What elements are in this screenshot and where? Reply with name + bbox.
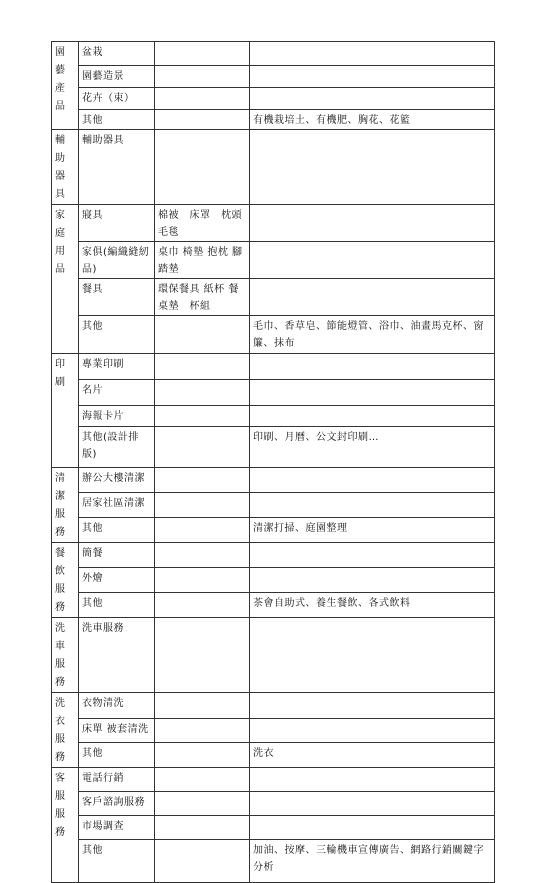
detail-cell	[155, 316, 250, 354]
detail-cell	[155, 406, 250, 427]
table-row	[52, 493, 495, 518]
table-row	[52, 768, 495, 792]
note-cell	[250, 130, 495, 205]
item-cell: 其他	[79, 743, 155, 768]
category-cell: 印刷	[52, 354, 79, 468]
catalog-body	[52, 42, 495, 883]
detail-cell	[155, 568, 250, 593]
item-cell: 居家社區清潔	[79, 493, 155, 518]
note-cell	[250, 568, 495, 593]
item-cell: 客戶諮詢服務	[79, 792, 155, 816]
table-row	[52, 110, 495, 130]
note-cell	[250, 543, 495, 568]
item-cell: 其他	[79, 110, 155, 130]
category-cell: 洗車服務	[52, 618, 79, 693]
item-cell: 海報卡片	[79, 406, 155, 427]
table-row	[52, 468, 495, 493]
note-cell	[250, 792, 495, 816]
table-row	[52, 840, 495, 883]
item-cell: 其他	[79, 840, 155, 883]
detail-cell	[155, 42, 250, 66]
note-cell	[250, 816, 495, 840]
item-cell: 其他	[79, 518, 155, 543]
table-row	[52, 42, 495, 66]
detail-cell	[155, 110, 250, 130]
table-row	[52, 743, 495, 768]
table-row	[52, 568, 495, 593]
note-cell	[250, 205, 495, 242]
service-catalog-table	[51, 41, 495, 883]
table-row	[52, 543, 495, 568]
item-cell: 電話行銷	[79, 768, 155, 792]
detail-cell	[155, 518, 250, 543]
item-cell: 專業印刷	[79, 354, 155, 380]
item-cell: 其他	[79, 593, 155, 618]
detail-cell	[155, 792, 250, 816]
detail-cell	[155, 618, 250, 693]
detail-cell: 桌巾 椅墊 抱枕 腳踏墊	[155, 242, 250, 279]
detail-cell	[155, 468, 250, 493]
note-cell	[250, 718, 495, 743]
item-cell: 輔助器具	[79, 130, 155, 205]
table-row	[52, 792, 495, 816]
note-cell	[250, 242, 495, 279]
item-cell: 盆栽	[79, 42, 155, 66]
note-cell	[250, 468, 495, 493]
item-cell: 辦公大樓清潔	[79, 468, 155, 493]
detail-cell	[155, 543, 250, 568]
table-row	[52, 316, 495, 354]
note-cell	[250, 354, 495, 380]
detail-cell	[155, 427, 250, 468]
item-cell: 家俱(編織縫紉品)	[79, 242, 155, 279]
detail-cell	[155, 743, 250, 768]
table-row	[52, 279, 495, 316]
item-cell: 床單 被套清洗	[79, 718, 155, 743]
note-cell	[250, 66, 495, 88]
item-cell: 市場調查	[79, 816, 155, 840]
table-row	[52, 693, 495, 719]
detail-cell	[155, 816, 250, 840]
item-cell: 其他	[79, 316, 155, 354]
note-cell	[250, 406, 495, 427]
note-cell	[250, 42, 495, 66]
table-row	[52, 130, 495, 205]
detail-cell	[155, 88, 250, 110]
table-row	[52, 593, 495, 618]
category-cell: 餐飲服務	[52, 543, 79, 618]
category-cell: 家庭用品	[52, 205, 79, 354]
item-cell: 餐具	[79, 279, 155, 316]
note-cell	[250, 693, 495, 719]
note-cell: 毛巾、香草皂、節能燈管、浴巾、油畫馬克杯、窗簾、抹布	[250, 316, 495, 354]
detail-cell	[155, 593, 250, 618]
item-cell: 其他(設計排版)	[79, 427, 155, 468]
table-row	[52, 242, 495, 279]
table-row	[52, 718, 495, 743]
detail-cell	[155, 380, 250, 406]
note-cell: 印刷、月曆、公文封印刷…	[250, 427, 495, 468]
category-cell: 清潔服務	[52, 468, 79, 543]
item-cell: 名片	[79, 380, 155, 406]
table-row	[52, 354, 495, 380]
note-cell	[250, 380, 495, 406]
item-cell: 簡餐	[79, 543, 155, 568]
note-cell: 茶會自助式、養生餐飲、各式飲料	[250, 593, 495, 618]
table-row	[52, 66, 495, 88]
note-cell: 加油、按摩、三輪機車宣傳廣告、網路行銷關鍵字分析	[250, 840, 495, 883]
detail-cell	[155, 130, 250, 205]
category-cell: 輔助器具	[52, 130, 79, 205]
item-cell: 衣物清洗	[79, 693, 155, 719]
note-cell	[250, 88, 495, 110]
detail-cell	[155, 718, 250, 743]
item-cell: 寢具	[79, 205, 155, 242]
table-row	[52, 427, 495, 468]
note-cell: 有機栽培土、有機肥、胸花、花籃	[250, 110, 495, 130]
table-row	[52, 205, 495, 242]
note-cell	[250, 768, 495, 792]
category-cell: 洗衣服務	[52, 693, 79, 768]
category-cell: 客服服務	[52, 768, 79, 883]
detail-cell	[155, 693, 250, 719]
table-row	[52, 816, 495, 840]
note-cell	[250, 618, 495, 693]
item-cell: 花卉（束）	[79, 88, 155, 110]
detail-cell	[155, 768, 250, 792]
table-row	[52, 88, 495, 110]
note-cell: 洗衣	[250, 743, 495, 768]
detail-cell: 環保餐具 紙杯 餐桌墊 杯組	[155, 279, 250, 316]
table-row	[52, 518, 495, 543]
category-cell: 園藝產品	[52, 42, 79, 130]
detail-cell	[155, 66, 250, 88]
detail-cell	[155, 493, 250, 518]
table-row	[52, 406, 495, 427]
note-cell	[250, 279, 495, 316]
note-cell	[250, 493, 495, 518]
item-cell: 洗車服務	[79, 618, 155, 693]
detail-cell	[155, 354, 250, 380]
detail-cell	[155, 840, 250, 883]
table-row	[52, 618, 495, 693]
table-row	[52, 380, 495, 406]
note-cell: 清潔打掃、庭園整理	[250, 518, 495, 543]
item-cell: 園藝造景	[79, 66, 155, 88]
item-cell: 外燴	[79, 568, 155, 593]
detail-cell: 棉被 床罩 枕頭 毛毯	[155, 205, 250, 242]
